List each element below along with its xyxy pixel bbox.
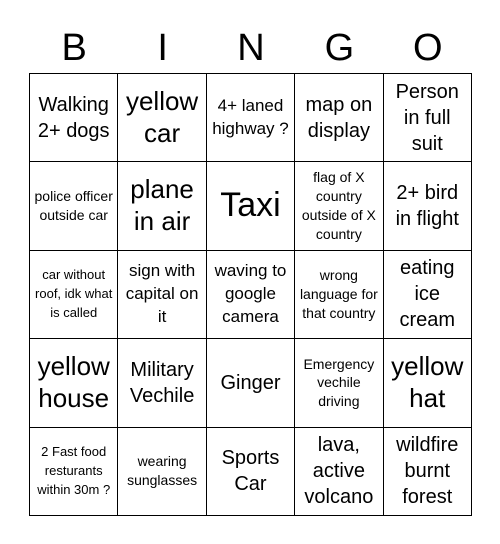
- bingo-cell-r2-c2[interactable]: plane in air: [118, 162, 206, 250]
- bingo-cell-r1-c5[interactable]: Person in full suit: [384, 74, 472, 162]
- bingo-cell-r1-c1[interactable]: Walking 2+ dogs: [30, 74, 118, 162]
- bingo-cell-r3-c3[interactable]: waving to google camera: [207, 251, 295, 339]
- bingo-cell-r2-c3[interactable]: Taxi: [207, 162, 295, 250]
- bingo-cell-r5-c5[interactable]: wildfire burnt forest: [384, 428, 472, 516]
- bingo-cell-r1-c2[interactable]: yellow car: [118, 74, 206, 162]
- bingo-cell-r3-c5[interactable]: eating ice cream: [384, 251, 472, 339]
- bingo-cell-r4-c2[interactable]: Military Vechile: [118, 339, 206, 427]
- bingo-cell-r2-c1[interactable]: police officer outside car: [30, 162, 118, 250]
- bingo-cell-r3-c1[interactable]: car without roof, idk what is called: [30, 251, 118, 339]
- bingo-cell-r3-c2[interactable]: sign with capital on it: [118, 251, 206, 339]
- bingo-cell-r5-c1[interactable]: 2 Fast food resturants within 30m ?: [30, 428, 118, 516]
- bingo-cell-r4-c4[interactable]: Emergency vechile driving: [295, 339, 383, 427]
- bingo-cell-r4-c3[interactable]: Ginger: [207, 339, 295, 427]
- bingo-cell-r3-c4[interactable]: wrong language for that country: [295, 251, 383, 339]
- bingo-cell-r2-c4[interactable]: flag of X country outside of X country: [295, 162, 383, 250]
- bingo-cell-r5-c2[interactable]: wearing sunglasses: [118, 428, 206, 516]
- header-letter-o: O: [413, 27, 443, 69]
- header-letter-g: G: [324, 27, 355, 69]
- header-letter-b: B: [61, 27, 87, 69]
- bingo-cell-r2-c5[interactable]: 2+ bird in flight: [384, 162, 472, 250]
- bingo-cell-r4-c1[interactable]: yellow house: [30, 339, 118, 427]
- header-letter-i: I: [157, 27, 168, 69]
- bingo-grid: [29, 73, 472, 516]
- bingo-header: [30, 24, 472, 72]
- header-letter-n: N: [237, 27, 265, 69]
- bingo-cell-r4-c5[interactable]: yellow hat: [384, 339, 472, 427]
- bingo-cell-r1-c4[interactable]: map on display: [295, 74, 383, 162]
- bingo-cell-r5-c3[interactable]: Sports Car: [207, 428, 295, 516]
- bingo-cell-r1-c3[interactable]: 4+ laned highway ?: [207, 74, 295, 162]
- bingo-cell-r5-c4[interactable]: lava, active volcano: [295, 428, 383, 516]
